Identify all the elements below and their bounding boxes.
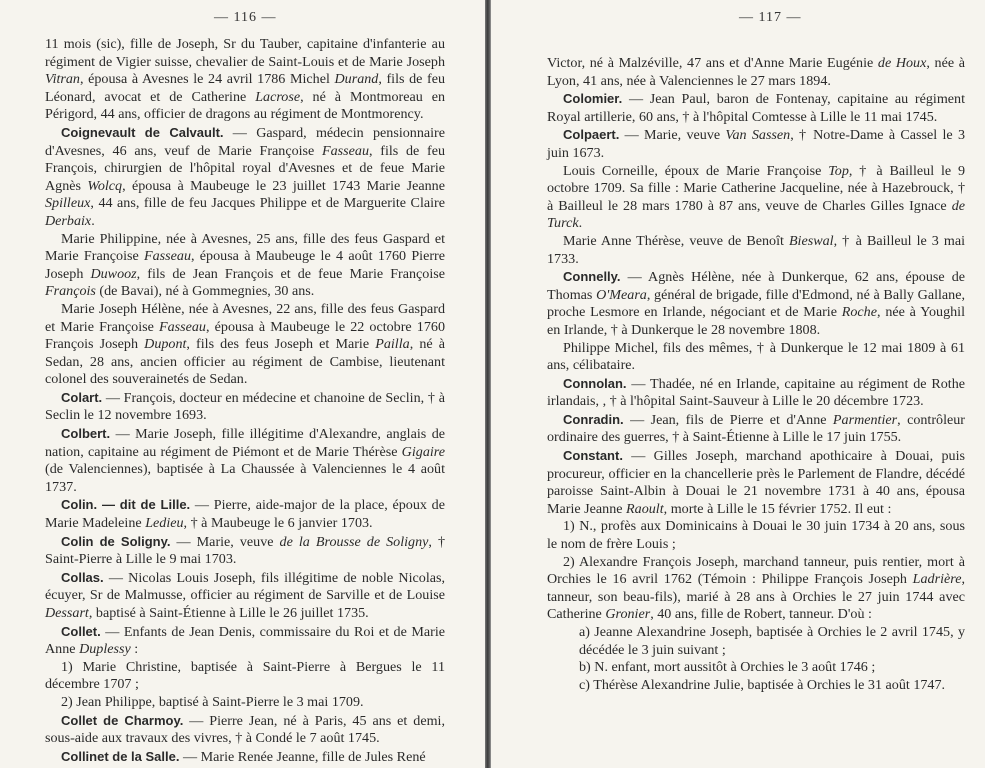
italic-name: Roche [841, 304, 877, 321]
paragraph [45, 389, 445, 425]
page-number: — 117 — [739, 10, 802, 25]
italic-name: Derbaix [45, 212, 92, 229]
paragraph [45, 533, 445, 569]
italic-name: Fasseau [144, 248, 191, 265]
italic-name: Parmentier [832, 411, 898, 428]
paragraph [547, 126, 965, 162]
text-run: a) Jeanne Alexandrine Joseph, baptisée à Orchies le 2 avril 1745, y décédée le 3 juin suivant ; [579, 624, 965, 658]
entry-heading: Collas. [61, 569, 104, 585]
text-run: , † Notre-Dame à Cassel le 3 juin 1673. [547, 127, 965, 161]
text-run: , épousa à Maubeuge le 4 août 1760 Pierre Joseph [45, 248, 445, 282]
paragraph [45, 36, 445, 124]
text-run: , fils de Jean François et de feue Marie Françoise [136, 265, 446, 282]
entry-heading: Collet. [61, 623, 101, 639]
text-run: , † à Maubeuge le 6 janvier 1703. [183, 515, 373, 532]
paragraph [45, 694, 445, 712]
text-run: 2) Alexandre François Joseph, marchand tanneur, puis rentier, mort à Orchies le 16 avril 1762 (Témoin : Philippe François Joseph [547, 553, 965, 588]
paragraph [45, 425, 445, 496]
text-run: b) N. enfant, mort aussitôt à Orchies le 3 août 1746 ; [579, 659, 876, 676]
entry-heading: Connolan. [563, 375, 627, 391]
text-run: Louis Corneille, époux de Marie Françoise [563, 162, 829, 179]
text-run: , général de brigade, fille d'Edmond, né à Bally Gallane, proche Lesmore en Irlande, négociant et de Marie [547, 286, 965, 321]
paragraph [547, 163, 965, 233]
text-run: , fils de feu Léonard, avocat et de Catherine [45, 71, 445, 105]
text-run: c) Thérèse Alexandrine Julie, baptisée à Orchies le 31 août 1747. [579, 676, 946, 693]
paragraph [547, 411, 965, 447]
text-run: , épousa à Maubeuge le 22 octobre 1760 François Joseph [45, 318, 445, 353]
paragraph [547, 677, 965, 695]
italic-name: Bieswal [788, 232, 834, 249]
text-run: (de Valenciennes), baptisée à La Chaussée à Valenciennes le 4 août 1737. [45, 461, 445, 495]
text-run: , née à Youghil en Irlande, † à Dunkerque le 28 novembre 1808. [547, 304, 966, 338]
italic-name: Gronier [605, 606, 651, 623]
italic-name: Wolcq [87, 177, 123, 194]
text-run: , morte à Lille le 15 février 1752. Il eut : [663, 500, 892, 517]
paragraph [547, 340, 965, 375]
paragraph [547, 55, 965, 90]
text-run: — Gaspard, médecin pensionnaire d'Avesnes, 46 ans, veuf de Marie Françoise [45, 124, 445, 159]
entry-heading: Connelly. [563, 269, 621, 285]
italic-name: François [45, 283, 96, 300]
page-text [45, 36, 445, 766]
entry-heading: Constant. [563, 448, 623, 464]
text-run: , fils de feu François, chirurgien de l'hôpital royal d'Avesnes et de feue Marie Agnès [45, 142, 445, 194]
paragraph [547, 90, 965, 126]
paragraph [547, 554, 965, 624]
paragraph [45, 748, 445, 767]
italic-name: Durand [334, 71, 379, 88]
text-run: , né à Montmoreau en Périgord, 44 ans, officier de dragons au régiment de Montmorency. [45, 88, 445, 123]
text-run: , tanneur, son beau-fils), marié à 28 ans à Orchies le 27 juin 1744 avec Catherine [547, 571, 965, 623]
entry-heading: Colart. [61, 389, 103, 405]
text-run: Marie Philippine, née à Avesnes, 25 ans, fille des feus Gaspard et Marie Françoise [45, 230, 445, 265]
text-run: — Enfants de Jean Denis, commissaire du Roi et de Marie Anne [45, 623, 445, 658]
italic-name: de la Brousse de Soligny [279, 533, 429, 550]
italic-name: Top [828, 162, 849, 179]
paragraph [547, 518, 965, 553]
text-run: — Pierre Jean, né à Paris, 45 ans et demi, sous-aide aux travaux des vivres, † à Condé le 7 août 1745. [45, 712, 445, 747]
italic-name: de Turck [547, 197, 965, 232]
italic-name: Duplessy [79, 641, 131, 658]
italic-name: Duwooz [90, 265, 137, 282]
text-run: . [578, 215, 583, 232]
text-run: Victor, né à Malzéville, 47 ans et d'Anne Marie Eugénie [547, 55, 878, 71]
italic-name: Pailla [375, 336, 410, 353]
text-run: — Marie Joseph, fille illégitime d'Alexandre, anglais de nation, capitaine au régiment de Piémont et de Marie Thérèse [45, 426, 445, 460]
entry-heading: Collet de Charmoy. [61, 712, 184, 728]
text-run: Marie Joseph Hélène, née à Avesnes, 22 ans, fille des feus Gaspard et Marie Françoise [45, 300, 445, 335]
text-run: — Marie, veuve [170, 533, 280, 550]
paragraph [547, 233, 965, 268]
italic-name: Ledieu [145, 515, 184, 532]
text-run: , épousa à Avesnes le 24 avril 1786 Michel [79, 71, 335, 88]
text-run: , baptisé à Saint-Étienne à Lille le 26 juillet 1735. [88, 605, 369, 621]
text-run: , 44 ans, fille de feu Jacques Philippe et de Marguerite Claire [90, 195, 445, 212]
entry-heading: Colomier. [563, 91, 623, 107]
text-run: — Thadée, né en Irlande, capitaine au régiment de Rothe irlandais, , † à l'hôpital Saint-Sauveur à Lille le 20 décembre 1723. [547, 375, 965, 410]
text-run: , † Saint-Pierre à Lille le 9 mai 1703. [45, 533, 446, 568]
paragraph [45, 301, 445, 389]
paragraph [45, 712, 445, 748]
text-run: — Jean, fils de Pierre et d'Anne [623, 411, 833, 428]
text-run: Marie Anne Thérèse, veuve de Benoît [563, 232, 789, 249]
entry-heading: Coignevault de Calvault. [61, 124, 224, 140]
text-run: — Marie, veuve [619, 127, 726, 144]
paragraph [547, 447, 965, 518]
entry-heading: Colpaert. [563, 127, 620, 143]
entry-heading: Conradin. [563, 411, 624, 427]
italic-name: Gigaire [401, 443, 445, 460]
italic-name: Fasseau [159, 318, 206, 335]
italic-name: de Houx [877, 55, 927, 71]
italic-name: Vitran [45, 71, 80, 88]
italic-name: Dessart [45, 605, 89, 621]
text-run: — Pierre, aide-major de la place, époux de Marie Madeleine [45, 497, 445, 532]
right-page [491, 0, 985, 768]
text-run: , † à Bailleul le 3 mai 1733. [547, 232, 965, 267]
text-run: , contrôleur ordinaire des guerres, † à Saint-Étienne à Lille le 17 juin 1755. [547, 411, 965, 446]
paragraph [45, 659, 445, 694]
text-run: , fils des feus Joseph et Marie [186, 336, 376, 353]
page-text [547, 55, 965, 694]
text-run: 2) Jean Philippe, baptisé à Saint-Pierre le 3 mai 1709. [61, 693, 364, 710]
text-run: Philippe Michel, fils des mêmes, † à Dunkerque le 12 mai 1809 à 61 ans, célibataire. [547, 339, 965, 374]
italic-name: Spilleux [45, 195, 91, 212]
paragraph [547, 268, 965, 339]
paragraph [45, 496, 445, 532]
text-run: , 40 ans, fille de Robert, tanneur. D'où : [650, 606, 872, 623]
text-run: , né à Sedan, 28 ans, ancien officier au régiment de Cambise, lieutenant colonel des souverainetés de Sedan. [45, 336, 446, 388]
page-number: — 116 — [214, 10, 277, 25]
italic-name: Van Sassen [725, 127, 791, 144]
italic-name: O'Meara [596, 286, 647, 303]
entry-heading: Collinet de la Salle. [61, 748, 180, 764]
paragraph [547, 659, 965, 677]
text-run: 1) Marie Christine, baptisée à Saint-Pierre à Bergues le 11 décembre 1707 ; [45, 658, 445, 693]
text-run: , † à Bailleul le 9 octobre 1709. Sa fille : Marie Catherine Jacqueline, née à Hazebrouck, † à Bailleul le 28 mars 1780 à 87 ans, veuve de Charles Gilles Ignace [547, 162, 965, 214]
paragraph [45, 623, 445, 659]
entry-heading: Colin. — dit de Lille. [61, 497, 191, 513]
text-run: : [130, 641, 139, 658]
left-page [0, 0, 485, 768]
paragraph [45, 124, 445, 231]
text-run: 11 mois (sic), fille de Joseph, Sr du Tauber, capitaine d'infanterie au régiment de Vigier suisse, chevalier de Saint-Louis et de Marie Joseph [45, 36, 445, 70]
text-run: . [91, 212, 95, 229]
text-run: (de Bavai), né à Gommegnies, 30 ans. [95, 283, 315, 300]
paragraph [547, 624, 965, 659]
text-run: 1) N., profès aux Dominicains à Douai le 30 juin 1734 à 20 ans, sous le nom de frère Louis ; [547, 518, 965, 553]
italic-name: Dupont [144, 336, 187, 353]
text-run: — Nicolas Louis Joseph, fils illégitime de noble Nicolas, écuyer, Sr de Malmusse, officier au régiment de Sarville et de Louise [45, 569, 445, 604]
entry-heading: Colin de Soligny. [61, 533, 171, 549]
paragraph [45, 569, 445, 623]
entry-heading: Colbert. [61, 426, 111, 442]
italic-name: Ladrière [912, 571, 962, 588]
paragraph [547, 375, 965, 411]
text-run: , épousa à Maubeuge le 23 juillet 1743 Marie Jeanne [122, 177, 445, 194]
text-run: — François, docteur en médecine et chanoine de Seclin, † à Seclin le 12 novembre 1693. [45, 389, 445, 424]
text-run: — Gilles Joseph, marchand apothicaire à Douai, puis procureur, officier en la chancellerie près le Parlement de Flandre, décédé paroisse Saint-Albin à Douai le 21 novembre 1731 à 40 ans, épousa Marie Jeanne [547, 448, 965, 517]
text-run: , née à Lyon, 41 ans, née à Valenciennes le 27 mars 1894. [547, 55, 965, 89]
italic-name: Fasseau [322, 142, 370, 159]
italic-name: Lacrose [255, 88, 301, 105]
paragraph [45, 231, 445, 301]
italic-name: Raoult [626, 500, 664, 517]
text-run: — Marie Renée Jeanne, fille de Jules René [179, 748, 426, 765]
text-run: — Agnès Hélène, née à Dunkerque, 62 ans, épouse de Thomas [547, 269, 965, 303]
text-run: — Jean Paul, baron de Fontenay, capitaine au régiment Royal artillerie, 60 ans, † à l'hôpital Comtesse à Lille le 11 mai 1745. [547, 91, 965, 125]
